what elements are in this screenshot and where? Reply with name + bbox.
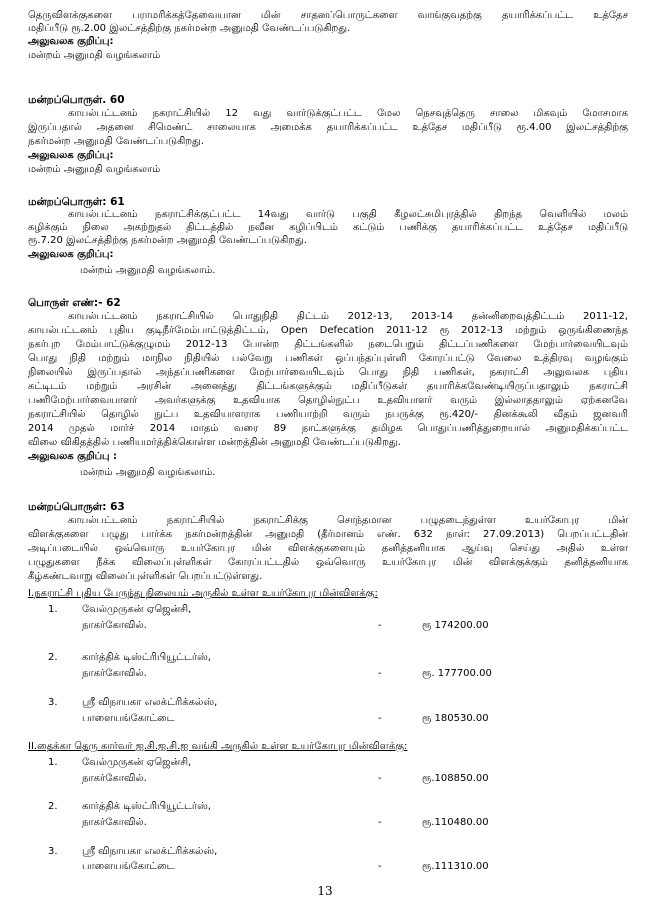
item-line: விளக்குகளை பழுது பார்க்க நகர்மன்றத்தின் அனுமதி (தீர்மானம் எண். 632 நாள்: 27.09.2013) பெறப்பட்டதின் bbox=[28, 529, 628, 540]
quote-amount: ரூ 180530.00 bbox=[422, 713, 489, 724]
office-note-text: மன்றம் அனுமதி வழங்கலாம் bbox=[28, 164, 161, 175]
vendor-place: நாகர்கோவில். bbox=[82, 668, 147, 679]
item-line: பொது நிதி மற்றும் மாநில நிதியில் பல்வேறு பணிகள் ஒப்பந்தப்புள்ளி கோரப்பட்டு வேலை உத்திரவு வழங்கும் bbox=[28, 353, 628, 364]
vendor-place: பாளையங்கோட்டை bbox=[82, 861, 175, 872]
office-note-label: அலுவலக குறிப்பு : bbox=[28, 451, 117, 462]
quote-amount: ரூ.111310.00 bbox=[422, 861, 489, 872]
item-line: விலை விகிதத்தில் பணியமர்த்திக்கொள்ள மன்றத்தின் அனுமதி வேண்டப்படுகிறது. bbox=[28, 437, 401, 448]
item-line: காயல்பட்டனம் நகராட்சியில் பொதுநிதி திட்டம் 2012-13, 2013-14 தன்னிறைவுத்திட்டம் 2011-12, bbox=[68, 311, 628, 322]
quote-number: 3. bbox=[48, 846, 58, 857]
separator-dash: - bbox=[378, 861, 382, 872]
vendor-name: வேல்முருகன் ஏஜென்சி, bbox=[82, 757, 192, 768]
office-note-label: அலுவலக குறிப்பு: bbox=[28, 249, 114, 260]
item-line: பணிமேற்பார்வையாளர் அவர்களுக்கு உதவியாக தொழில்நுட்ப உதவியாளர் வரும் இல்லாததாலும் ஏற்கனவே bbox=[28, 395, 628, 406]
item-line: ரூ.7.20 இலட்சத்திற்கு நகர்மன்ற அனுமதி வேண்டப்படுகிறது. bbox=[28, 235, 307, 246]
separator-dash: - bbox=[378, 713, 382, 724]
intro-line: தெருவிளக்குகளை பராமரிக்கத்தேவையான மின் சாதனப்பொருட்களை வாங்குவதற்கு தயாரிக்கப்பட்ட உத்தேச bbox=[28, 10, 628, 21]
item-line: நகராட்சியில் தொழில் நுட்ப உதவியாளராக பணியாற்றி வரும் நபருக்கு ரூ.420/- தினக்கூலி வீதம் ஜனவரி bbox=[28, 409, 628, 420]
quote-number: 1. bbox=[48, 757, 58, 768]
item-line: கீழ்கண்டவாறு விலைப்புள்ளிகள் பெறப்பட்டுள்ளது. bbox=[28, 571, 263, 582]
item-line: கழிக்கும் நிலை அகற்றுதல் திட்டத்தில் நவீன கழிப்பிடம் கட்டும் பணிக்கு தயாரிக்கப்பட்ட உத்தேச மதிப்பீடு bbox=[28, 222, 628, 233]
tower2-title: II.தைக்கா தெரு கார்வர் ஐ.சி.ஐ.சி.ஐ வங்கி அருகில் உள்ள உயர்கோபுர மின்விளக்கு: bbox=[28, 741, 408, 752]
vendor-name: கார்த்திக் டிஸ்ட்ரிபியூட்டர்ஸ், bbox=[82, 652, 212, 663]
item-line: காயல்பட்டனம் நகராட்சியில் 12 வது வார்டுக்குட்பட்ட மேல நெசவுத்தெரு சாலை மிகவும் மோசமாக bbox=[68, 108, 628, 119]
item-heading: மன்றப்பொருள்: 61 bbox=[28, 196, 125, 208]
office-note-text: மன்றம் அனுமதி வழங்கலாம். bbox=[80, 265, 216, 276]
vendor-place: நாகர்கோவில். bbox=[82, 817, 147, 828]
quote-amount: ரூ.110480.00 bbox=[422, 817, 489, 828]
item-heading: மன்றப்பொருள். 60 bbox=[28, 94, 125, 106]
separator-dash: - bbox=[378, 817, 382, 828]
office-note-label: அலுவலக குறிப்பு: bbox=[28, 150, 114, 161]
quote-number: 3. bbox=[48, 697, 58, 708]
vendor-name: ஸ்ரீ விநாயகா எலக்ட்ரிக்கல்ஸ், bbox=[82, 697, 218, 708]
item-line: காயல்பட்டனம் நகராட்சிக்குட்பட்ட 14வது வார்டு பகுதி கீழலட்சுமிபுரத்தில் திறந்த வெளியில் மலம் bbox=[68, 209, 628, 220]
quote-number: 1. bbox=[48, 604, 58, 615]
vendor-name: வேல்முருகன் ஏஜென்சி, bbox=[82, 604, 192, 615]
quote-amount: ரூ.108850.00 bbox=[422, 773, 489, 784]
office-note-label: அலுவலக குறிப்பு: bbox=[28, 36, 114, 47]
item-line: நிலையில் இருப்பதால் அந்தப்பணிகளை மேற்பார்வையிடவும் பொது நிதி பணிகள், நகராட்சி அலுவலக புதிய bbox=[28, 367, 628, 378]
item-heading: மன்றப்பொருள்: 63 bbox=[28, 501, 125, 513]
item-line: கட்டிடம் மற்றும் அரசின் அனைத்து திட்டங்களுக்கும் மதிப்பீடுகள் தயாரிக்கவேண்டியிருப்பதாலும் நகராட்சி bbox=[28, 381, 628, 392]
quote-amount: ரூ 174200.00 bbox=[422, 620, 489, 631]
item-line: இருப்பதால் அதனை சிமெண்ட் சாலையாக அமைக்க தயாரிக்கப்பட்ட உத்தேச மதிப்பீடு ரூ.4.00 இலட்சத்திற்கு bbox=[28, 122, 628, 133]
separator-dash: - bbox=[378, 620, 382, 631]
item-heading: பொருள் எண்:- 62 bbox=[28, 297, 121, 309]
vendor-name: ஸ்ரீ விநாயகா எலக்ட்ரிக்கல்ஸ், bbox=[82, 846, 218, 857]
item-line: காயல்பட்டனம் நகராட்சியில் நகராட்சிக்கு சொந்தமான பழுதடைந்துள்ள உயர்கோபுர மின் bbox=[68, 515, 628, 526]
quote-number: 2. bbox=[48, 652, 58, 663]
item-line: நகர்மன்ற அனுமதி வேண்டப்படுகிறது. bbox=[28, 136, 204, 147]
item-line: நகர்புற மேம்பாட்டுக்குழுமம் 2012-13 போன்ற திட்டங்களில் நடைபெறும் திட்டப்பணிகளை மேற்பார்வையிடவும் bbox=[28, 339, 628, 350]
vendor-place: நாகர்கோவில். bbox=[82, 620, 147, 631]
separator-dash: - bbox=[378, 773, 382, 784]
separator-dash: - bbox=[378, 668, 382, 679]
vendor-place: பாளையங்கோட்டை bbox=[82, 713, 175, 724]
vendor-name: கார்த்திக் டிஸ்ட்ரிபியூட்டர்ஸ், bbox=[82, 801, 212, 812]
office-note-text: மன்றம் அனுமதி வழங்கலாம். bbox=[80, 467, 216, 478]
item-line: அடிப்படையில் ஒவ்வொரு உயர்கோபுர மின் விளக்குகளையும் தனித்தனியாக ஆய்வு செய்து அதில் உள்ள bbox=[28, 543, 628, 554]
intro-line: மதிப்பீடு ரூ.2.00 இலட்சத்திற்கு நகர்மன்ற அனுமதி வேண்டப்படுகிறது. bbox=[28, 23, 351, 34]
item-line: பழுதுகளை நீக்க விலைப்புள்ளிகள் கோரப்பட்டதில் ஒவ்வொரு உயர்கோபுர மின் விளக்குக்கும் தனித்தனியாக bbox=[28, 557, 628, 568]
quote-amount: ரூ. 177700.00 bbox=[422, 668, 492, 679]
tower1-title: I.நகராட்சி புதிய பேருந்து நிலையம் அருகில் உள்ள உயர்கோபுர மின்விளக்கு: bbox=[28, 588, 378, 599]
item-line: காயல்பட்டனம் புதிய குடிநீர்மேம்பாட்டுத்திட்டம், Open Defecation 2011-12 ரூ 2012-13 மற்றும் ஒருங்கிணைந்த bbox=[28, 325, 628, 336]
item-line: 2014 முதல் மார்ச் 2014 மாதம் வரை 89 நாட்களுக்கு தமிழக பொதுப்பணித்துறையால் அனுமதிக்கப்பட்ட bbox=[28, 423, 628, 434]
office-note-text: மன்றம் அனுமதி வழங்கலாம் bbox=[28, 50, 161, 61]
page-number: 13 bbox=[317, 884, 333, 898]
vendor-place: நாகர்கோவில். bbox=[82, 773, 147, 784]
quote-number: 2. bbox=[48, 801, 58, 812]
